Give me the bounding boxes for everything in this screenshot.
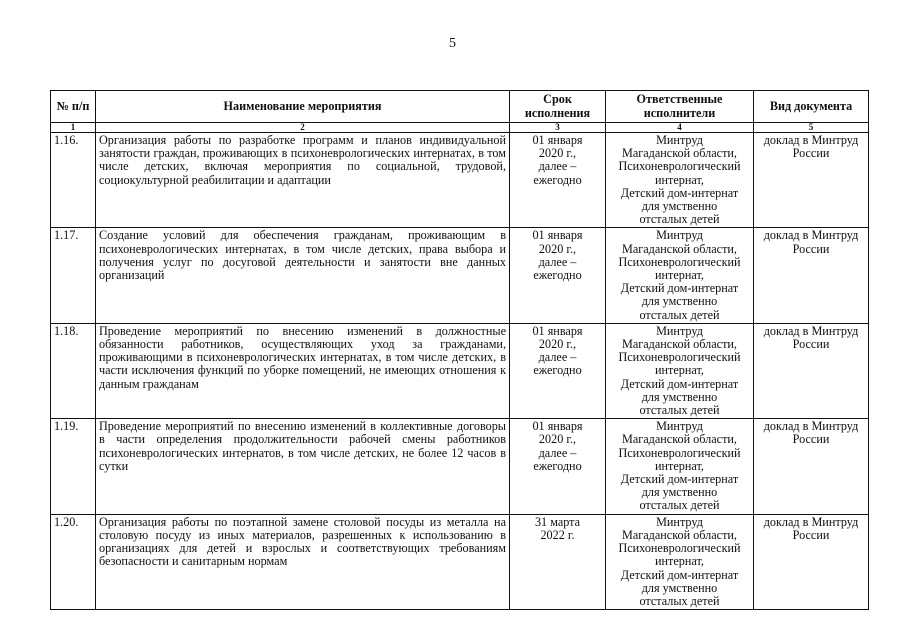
- responsible-executors-line: интернат,: [655, 363, 704, 378]
- column-number: 3: [510, 123, 606, 133]
- deadline-line: 01 января: [532, 419, 583, 434]
- table-body: [51, 133, 869, 610]
- document-type: [754, 514, 869, 609]
- responsible-executors: [606, 419, 754, 514]
- responsible-executors-line: Психоневрологический: [618, 254, 741, 269]
- deadline-line: далее –: [538, 159, 577, 174]
- document-type: [754, 228, 869, 323]
- deadline-line: 2020 г.,: [538, 146, 577, 161]
- deadline-line: далее –: [538, 445, 577, 460]
- deadline-line: 2020 г.,: [538, 241, 577, 256]
- deadline-line: ежегодно: [533, 458, 582, 473]
- responsible-executors: [606, 228, 754, 323]
- table-row: [51, 514, 869, 609]
- deadline-line: 2020 г.,: [538, 432, 577, 447]
- responsible-executors-line: интернат,: [655, 554, 704, 569]
- deadline-line: 01 января: [532, 133, 583, 147]
- document-type-line: доклад в Минтруд: [763, 228, 859, 243]
- responsible-executors-line: отсталых детей: [639, 403, 720, 418]
- responsible-executors-line: Магаданской области,: [622, 527, 737, 542]
- deadline: [510, 419, 606, 514]
- row-number: 1.17.: [51, 228, 96, 323]
- deadline: [510, 133, 606, 228]
- deadline-line: 2020 г.,: [538, 337, 577, 352]
- responsible-executors-line: Минтруд: [656, 133, 703, 147]
- column-number: 4: [606, 123, 754, 133]
- responsible-executors-line: для умственно: [641, 389, 718, 404]
- deadline: [510, 514, 606, 609]
- header-name: Наименование мероприятия: [96, 91, 510, 123]
- deadline: [510, 228, 606, 323]
- measure-name: Организация работы по разработке программ и планов индивидуальной занятости граждан, проживающих в психоневрологических интернатах, в том числе детских, включая мероприятия по социальной, трудовой, социокультурной реабилитации и адаптации: [96, 133, 510, 228]
- action-plan-table: [50, 90, 869, 610]
- responsible-executors-line: Психоневрологический: [618, 159, 741, 174]
- responsible-executors-line: Минтруд: [656, 323, 703, 338]
- responsible-executors-line: Минтруд: [656, 419, 703, 434]
- header-num: № п/п: [51, 91, 96, 123]
- responsible-executors-line: Психоневрологический: [618, 445, 741, 460]
- deadline-line: далее –: [538, 254, 577, 269]
- header-row: [51, 91, 869, 123]
- header-doc: Вид документа: [754, 91, 869, 123]
- table-row: [51, 419, 869, 514]
- responsible-executors-line: интернат,: [655, 458, 704, 473]
- responsible-executors-line: Психоневрологический: [618, 350, 741, 365]
- document-type: [754, 323, 869, 418]
- responsible-executors-line: Минтруд: [656, 228, 703, 243]
- responsible-executors-line: отсталых детей: [639, 593, 720, 608]
- responsible-executors-line: Детский дом-интернат: [620, 567, 739, 582]
- document-type-line: доклад в Минтруд: [763, 323, 859, 338]
- column-number: 1: [51, 123, 96, 133]
- column-number: 2: [96, 123, 510, 133]
- responsible-executors-line: отсталых детей: [639, 307, 720, 322]
- deadline-line: ежегодно: [533, 363, 582, 378]
- responsible-executors-line: интернат,: [655, 268, 704, 283]
- table-row: [51, 133, 869, 228]
- responsible-executors-line: Минтруд: [656, 514, 703, 529]
- responsible-executors-line: Магаданской области,: [622, 146, 737, 161]
- measure-name: Проведение мероприятий по внесению изменений в коллективные договоры в части определения продолжительности рабочей смены работников психоневрологических интернатов, в том числе детских, не более 12 часов в сутки: [96, 419, 510, 514]
- measure-name: Создание условий для обеспечения гражданам, проживающим в психоневрологических интернатах, в том числе детских, права выбора и получения услуг по досуговой деятельности и занятости вне данных организаций: [96, 228, 510, 323]
- responsible-executors-line: Детский дом-интернат: [620, 185, 739, 200]
- document-type: [754, 419, 869, 514]
- header-term: Срок исполнения: [510, 91, 606, 123]
- responsible-executors-line: отсталых детей: [639, 498, 720, 513]
- row-number: 1.16.: [51, 133, 96, 228]
- deadline: [510, 323, 606, 418]
- column-number-row: [51, 123, 869, 133]
- responsible-executors-line: Детский дом-интернат: [620, 376, 739, 391]
- document-type: [754, 133, 869, 228]
- measure-name: Организация работы по поэтапной замене столовой посуды из металла на столовую посуду из иных материалов, разрешенных к использованию в организациях для детей и взрослых и соответствующих требованиям безопасности и санитарным нормам: [96, 514, 510, 609]
- responsible-executors-line: интернат,: [655, 172, 704, 187]
- row-number: 1.19.: [51, 419, 96, 514]
- row-number: 1.18.: [51, 323, 96, 418]
- responsible-executors-line: Детский дом-интернат: [620, 472, 739, 487]
- deadline-line: 01 января: [532, 228, 583, 243]
- document-type-line: доклад в Минтруд: [763, 514, 859, 529]
- deadline-line: 01 января: [532, 323, 583, 338]
- deadline-line: 31 марта: [534, 514, 581, 529]
- responsible-executors-line: Детский дом-интернат: [620, 281, 739, 296]
- table-row: [51, 228, 869, 323]
- responsible-executors-line: отсталых детей: [639, 212, 720, 227]
- document-type-line: России: [792, 337, 830, 352]
- deadline-line: ежегодно: [533, 268, 582, 283]
- deadline-line: далее –: [538, 350, 577, 365]
- deadline-line: ежегодно: [533, 172, 582, 187]
- table-row: [51, 323, 869, 418]
- responsible-executors-line: Магаданской области,: [622, 241, 737, 256]
- deadline-line: 2022 г.: [540, 527, 575, 542]
- document-type-line: России: [792, 146, 830, 161]
- responsible-executors-line: для умственно: [641, 199, 718, 214]
- responsible-executors-line: для умственно: [641, 294, 718, 309]
- column-number: 5: [754, 123, 869, 133]
- document-type-line: России: [792, 241, 830, 256]
- document-type-line: России: [792, 432, 830, 447]
- measure-name: Проведение мероприятий по внесению изменений в должностные обязанности работников, осуществляющих уход за гражданами, проживающими в психоневрологических интернатах, в том числе детских, в части исключения функций по уборке помещений, не имеющих отношения к данным гражданам: [96, 323, 510, 418]
- responsible-executors-line: для умственно: [641, 580, 718, 595]
- responsible-executors: [606, 133, 754, 228]
- header-executors: Ответственные исполнители: [606, 91, 754, 123]
- document-type-line: России: [792, 527, 830, 542]
- responsible-executors: [606, 323, 754, 418]
- responsible-executors: [606, 514, 754, 609]
- responsible-executors-line: для умственно: [641, 485, 718, 500]
- document-type-line: доклад в Минтруд: [763, 133, 859, 147]
- responsible-executors-line: Магаданской области,: [622, 337, 737, 352]
- page-number: 5: [449, 36, 456, 51]
- row-number: 1.20.: [51, 514, 96, 609]
- responsible-executors-line: Магаданской области,: [622, 432, 737, 447]
- responsible-executors-line: Психоневрологический: [618, 541, 741, 556]
- document-type-line: доклад в Минтруд: [763, 419, 859, 434]
